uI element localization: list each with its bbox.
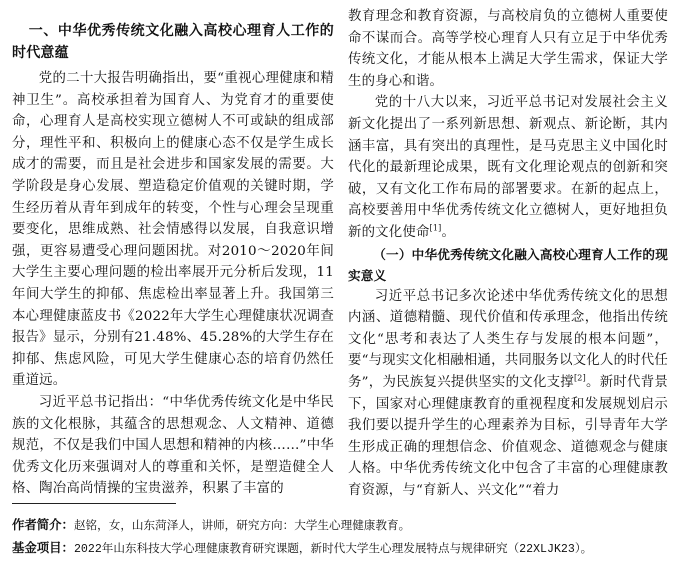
right-column: [348, 6, 668, 501]
footnote-divider: [12, 503, 176, 504]
fund-text: 2022年山东科技大学心理健康教育研究课题，新时代大学生心理发展特点与规律研究（22XLJK23）。: [73, 543, 593, 556]
author-label: 作者简介：: [12, 517, 74, 532]
paragraph-continued: [348, 6, 668, 92]
left-column: [12, 6, 334, 500]
paragraph-end: 。: [441, 224, 456, 240]
paragraph-text: 。新时代背景下，国家对心理健康教育的重视程度和发展规划启示我们要以提升学生的心理素养为目标，引导青年大学生形成正确的理想信念、价值观念、道德观念与健康人格。中华优秀传统文化中包含了丰富的心理健康教育资源，与“育新人、兴文化”“着力: [348, 374, 668, 498]
paragraph: [348, 286, 668, 502]
citation-ref[interactable]: [2]: [573, 373, 586, 383]
subsection-heading: （一）中华优秀传统文化融入高校心理育人工作的现实意义: [348, 246, 668, 283]
paragraph: 习近平总书记指出：“中华优秀传统文化是中华民族的文化根脉，其蕴含的思想观念、人文精神、道德规范，不仅是我们中国人思想和精神的内核……”中华优秀文化历来强调对人的尊重和关怀，是塑造健全人格、陶冶高尚情操的宝贵滋养，积累了丰富的: [12, 394, 334, 497]
paragraph: [348, 92, 668, 243]
fund-label: 基金项目：: [12, 540, 74, 555]
citation-ref[interactable]: [1]: [429, 223, 442, 233]
paragraph-text: 党的十八大以来，习近平总书记对发展社会主义新文化提出了一系列新思想、新观点、新论断，其内涵丰富，具有突出的真理性，是马克思主义中国化时代化的最新理论成果，既有文化理论观点的创新和突破，又有文化工作布局的部署要求。在新的起点上，高校要善用中华优秀传统文化立德树人，更好地担负新的文化使命: [348, 95, 668, 240]
section-heading: 一、中华优秀传统文化融入高校心理育人工作的时代意蕴: [12, 23, 334, 61]
paragraph-text: 习近平总书记多次论述中华优秀传统文化的思想内涵、道德精髓、现代价值和传承理念，他指出传统文化“思考和表达了人类生存与发展的根本问题”，要“与现实文化相融相通，共同服务以文化人的时代任务”，为民族复兴提供坚实的文化支撑: [348, 288, 668, 390]
paragraph: 党的二十大报告明确指出，要“重视心理健康和精神卫生”。高校承担着为国育人、为党育才的重要使命，心理育人是高校实现立德树人不可或缺的组成部分，理性平和、积极向上的健康心态不仅是学生成长成才的需要，而且是社会进步和国家发展的需要。大学阶段是身心发展、塑造稳定价值观的关键时期，学生经历着从青年到成年的转变，个性与心理会呈现重要变化，思维成熟、社会情感得以发展，自我意识增强，更容易遭受心理问题困扰。对2010～2020年间大学生主要心理问题的检出率展开元分析后发现，11年间大学生的抑郁、焦虑检出率显著上升。我国第三本心理健康蓝皮书《2022年大学生心理健康状况调查报告》显示，分别有21.48%、45.28%的大学生存在抑郁、焦虑风险，可见大学生健康心态的培育仍然任重道远。: [12, 71, 334, 389]
footnote: [12, 514, 668, 560]
paragraph-text: 教育理念和教育资源，与高校肩负的立德树人重要使命不谋而合。高等学校心理育人只有立足于中华优秀传统文化，才能从根本上满足大学生需求，保证大学生的身心和谐。: [348, 9, 668, 89]
fund-info: [12, 537, 668, 560]
author-info: [12, 514, 668, 537]
author-text: 赵铭，女，山东菏泽人，讲师，研究方向：大学生心理健康教育。: [73, 520, 411, 533]
